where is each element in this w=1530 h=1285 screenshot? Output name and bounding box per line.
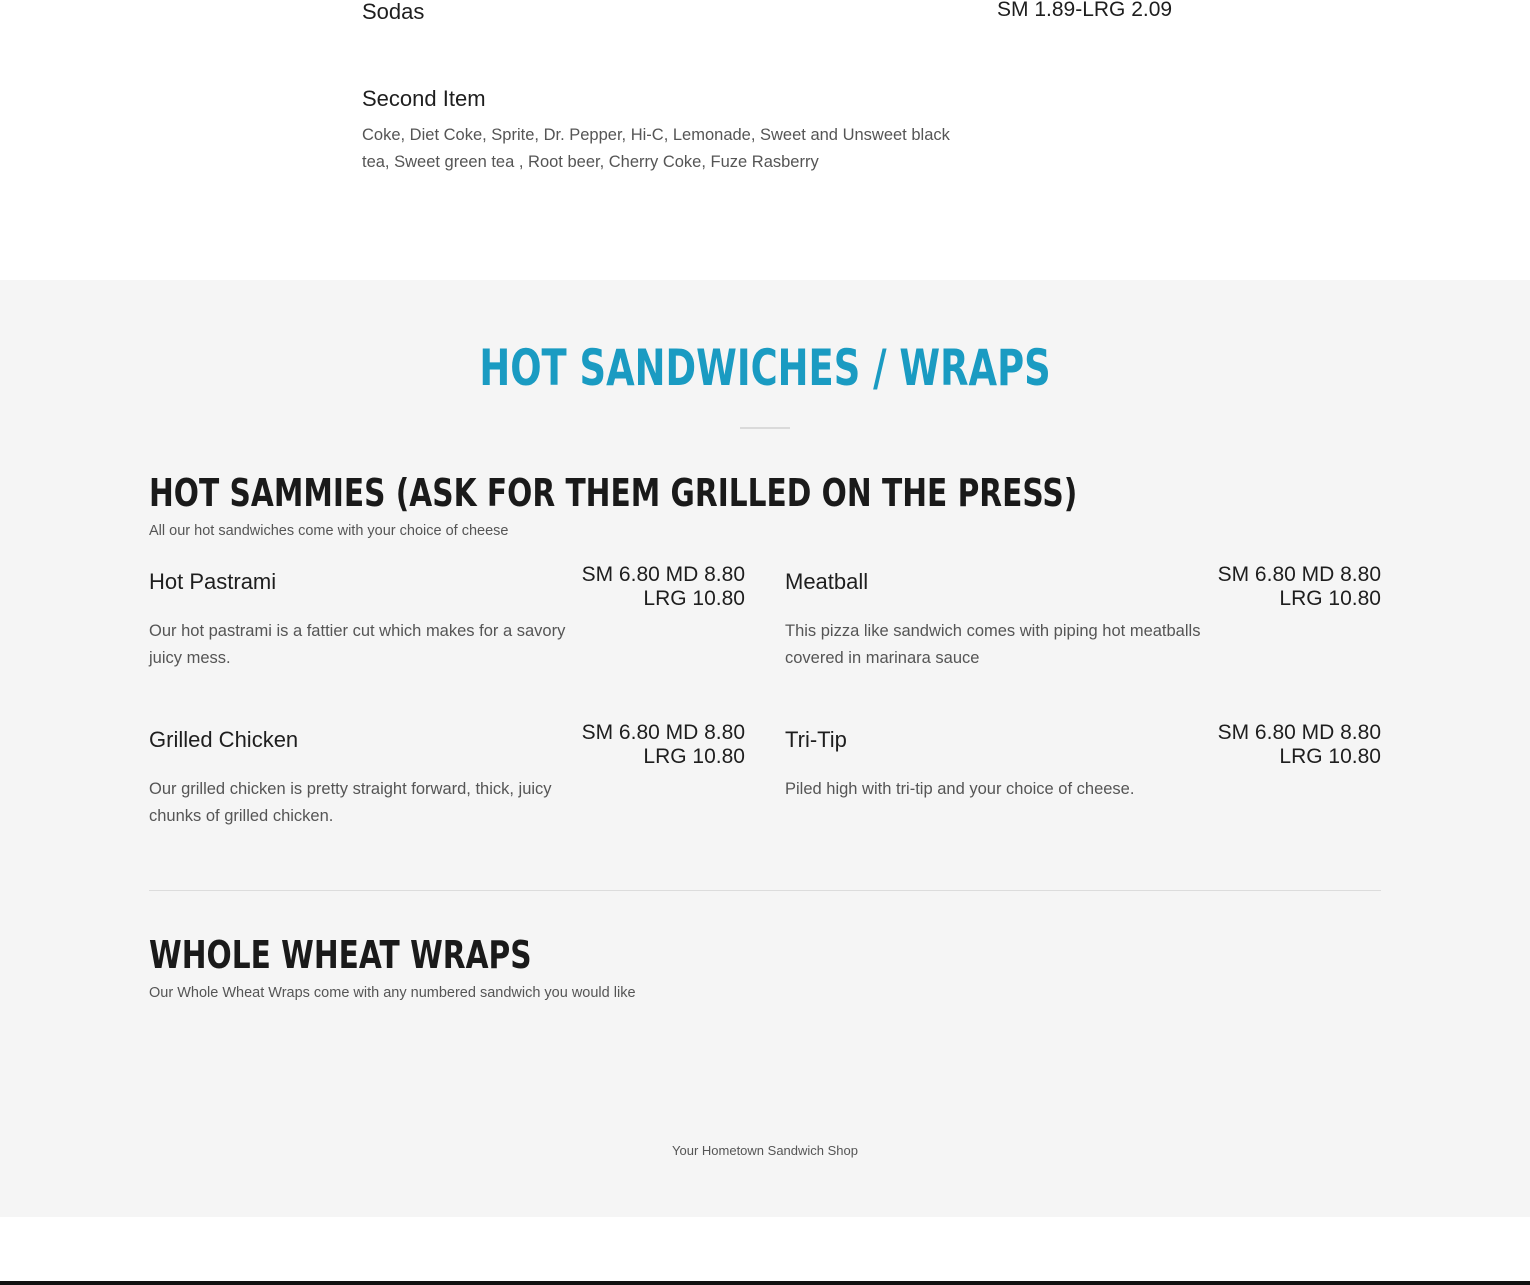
section-title: HOT SANDWICHES / WRAPS (479, 339, 1051, 397)
menu-item-name: Meatball (785, 569, 869, 594)
title-divider (740, 427, 790, 429)
menu-item-description: Piled high with tri-tip and your choice of cheese. (785, 780, 1135, 798)
menu-item-price: SM 1.89-LRG 2.09 (997, 0, 1173, 21)
drinks-section (0, 0, 1530, 280)
group-divider (149, 890, 1381, 891)
menu-item-description: Coke, Diet Coke, Sprite, Dr. Pepper, Hi-C, Lemonade, Sweet and Unsweet black tea, Sweet green tea , Root beer, Cherry Coke, Fuze Rasberry (362, 126, 950, 171)
menu-item-name: Grilled Chicken (149, 727, 299, 752)
group-heading-wraps: WHOLE WHEAT WRAPS (149, 933, 532, 977)
menu-item-hot-pastrami (149, 563, 745, 696)
menu-item-meatball (785, 563, 1381, 696)
menu-item-price: SM 6.80 MD 8.80 LRG 10.80 (581, 563, 745, 610)
menu-item-description: Our grilled chicken is pretty straight forward, thick, juicy chunks of grilled chicken. (149, 780, 552, 825)
hot-sandwiches-section (0, 280, 1530, 1217)
menu-item-tri-tip (785, 721, 1381, 854)
menu-item-name: Sodas (362, 0, 425, 24)
group-heading-hot-sammies: HOT SAMMIES (ASK FOR THEM GRILLED ON THE PRESS) (149, 471, 1078, 515)
menu-item-price: SM 6.80 MD 8.80 LRG 10.80 (581, 721, 745, 768)
menu-item-description: This pizza like sandwich comes with piping hot meatballs covered in marinara sauce (785, 622, 1201, 667)
menu-item-name: Tri-Tip (785, 727, 847, 752)
menu-item-name: Hot Pastrami (149, 569, 277, 594)
menu-item-price: SM 6.80 MD 8.80 LRG 10.80 (1217, 563, 1381, 610)
bottom-bar (0, 1281, 1530, 1285)
menu-item-name: Second Item (362, 86, 486, 111)
menu-item-price: SM 6.80 MD 8.80 LRG 10.80 (1217, 721, 1381, 768)
group-subtitle-hot-sammies: All our hot sandwiches come with your choice of cheese (149, 523, 509, 539)
menu-item-grilled-chicken (149, 721, 745, 854)
menu-item-description: Our hot pastrami is a fattier cut which makes for a savory juicy mess. (149, 622, 566, 667)
group-subtitle-wraps: Our Whole Wheat Wraps come with any numbered sandwich you would like (149, 985, 636, 1001)
footer-tagline: Your Hometown Sandwich Shop (672, 1143, 858, 1158)
